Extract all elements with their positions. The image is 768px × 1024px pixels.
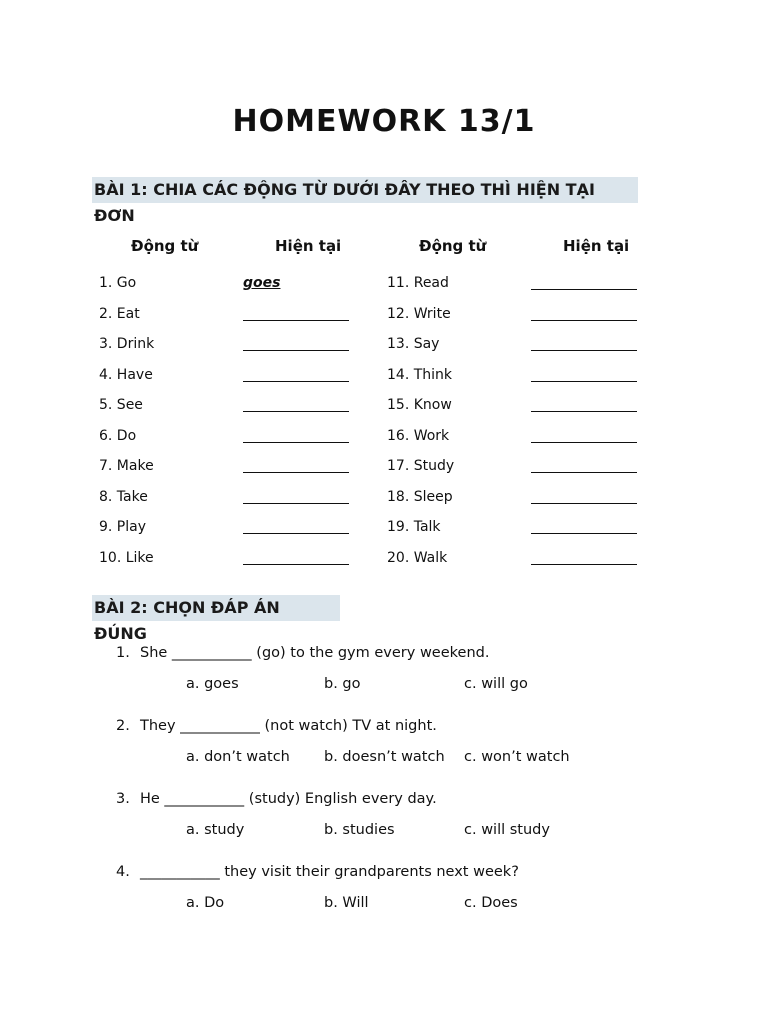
answer-blank[interactable]: [243, 350, 349, 351]
answer-blank[interactable]: [531, 442, 637, 443]
question-text: They ___________ (not watch) TV at night.: [140, 718, 437, 734]
verb-item: 3. Drink: [99, 336, 155, 352]
verb-item: 16. Work: [387, 427, 450, 444]
answer-blank[interactable]: [243, 411, 349, 412]
answer-blank[interactable]: [531, 320, 637, 321]
answer-blank[interactable]: [243, 381, 349, 382]
answer-filled: goes: [243, 275, 281, 291]
verb-item: 1. Go: [99, 275, 137, 291]
verb-item: 14. Think: [387, 366, 453, 383]
option-c[interactable]: c. Does: [464, 895, 518, 911]
answer-blank[interactable]: [531, 411, 637, 412]
answer-blank[interactable]: [243, 472, 349, 473]
verb-item: 7. Make: [99, 458, 154, 474]
verb-item: 19. Talk: [387, 519, 441, 535]
verb-item: 2. Eat: [99, 305, 140, 322]
verb-item: 8. Take: [99, 488, 148, 505]
option-c[interactable]: c. won’t watch: [464, 749, 570, 765]
verb-item: 12. Write: [387, 305, 451, 322]
question-number: 1.: [116, 645, 130, 661]
section-2-heading: BÀI 2: CHỌN ĐÁP ÁN ĐÚNG: [92, 595, 340, 621]
verb-item: 11. Read: [387, 275, 449, 291]
option-c[interactable]: c. will study: [464, 822, 550, 838]
verb-item: 17. Study: [387, 458, 455, 474]
answer-blank[interactable]: [531, 503, 637, 504]
answer-blank[interactable]: [531, 533, 637, 534]
answer-blank[interactable]: [243, 533, 349, 534]
answer-blank[interactable]: [531, 350, 637, 351]
verb-item: 4. Have: [99, 366, 153, 383]
verb-item: 10. Like: [99, 549, 154, 566]
verb-item: 15. Know: [387, 397, 452, 413]
verb-item: 20. Walk: [387, 549, 448, 566]
answer-blank[interactable]: [531, 289, 637, 290]
question-number: 3.: [116, 791, 130, 807]
answer-blank[interactable]: [531, 381, 637, 382]
question-number: 2.: [116, 718, 130, 734]
column-header-verb: Động từ: [131, 237, 199, 255]
answer-blank[interactable]: [243, 442, 349, 443]
question-text: She ___________ (go) to the gym every weekend.: [140, 645, 490, 661]
question-number: 4.: [116, 864, 130, 880]
answer-blank[interactable]: [243, 564, 349, 565]
option-a[interactable]: a. don’t watch: [186, 749, 290, 765]
answer-blank[interactable]: [531, 472, 637, 473]
verb-item: 5. See: [99, 397, 143, 413]
column-header-present: Hiện tại: [275, 237, 342, 255]
option-b[interactable]: b. doesn’t watch: [324, 749, 445, 765]
question-text: He ___________ (study) English every day.: [140, 791, 437, 807]
answer-blank[interactable]: [243, 320, 349, 321]
option-b[interactable]: b. Will: [324, 895, 369, 911]
answer-blank[interactable]: [243, 503, 349, 504]
question-text: ___________ they visit their grandparents next week?: [140, 864, 519, 880]
verb-item: 6. Do: [99, 427, 137, 444]
page-title: HOMEWORK 13/1: [232, 104, 536, 139]
verb-item: 18. Sleep: [387, 488, 453, 505]
verb-item: 9. Play: [99, 519, 147, 535]
option-a[interactable]: a. study: [186, 822, 245, 838]
option-b[interactable]: b. studies: [324, 822, 395, 838]
section-1-heading: BÀI 1: CHIA CÁC ĐỘNG TỪ DƯỚI ĐÂY THEO THÌ HIỆN TẠI ĐƠN: [92, 177, 638, 203]
column-header-verb-2: Động từ: [419, 237, 487, 255]
option-c[interactable]: c. will go: [464, 676, 528, 692]
answer-blank[interactable]: [531, 564, 637, 565]
option-a[interactable]: a. Do: [186, 895, 225, 911]
verb-item: 13. Say: [387, 336, 440, 352]
option-a[interactable]: a. goes: [186, 676, 239, 692]
column-header-present-2: Hiện tại: [563, 237, 630, 255]
option-b[interactable]: b. go: [324, 676, 361, 692]
